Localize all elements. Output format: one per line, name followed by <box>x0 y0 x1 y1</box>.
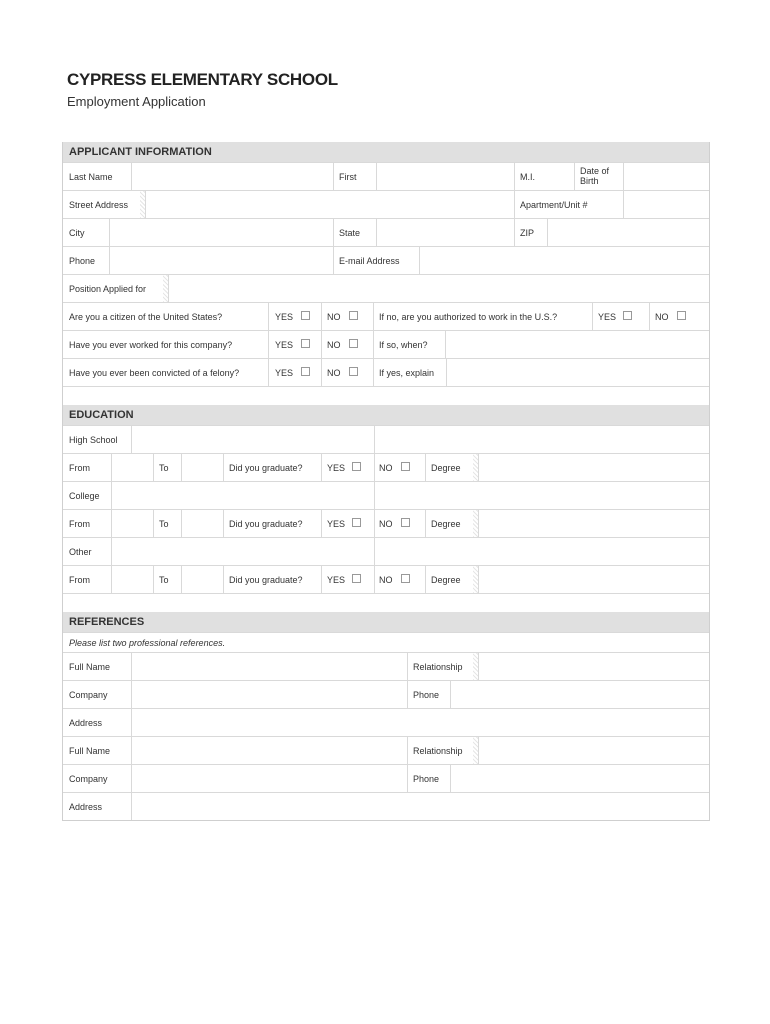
felony-no-label: NO <box>327 368 341 378</box>
last-name-label: Last Name <box>69 172 113 182</box>
mi-label: M.I. <box>520 172 535 182</box>
to-label: To <box>159 463 169 473</box>
row-college-dates <box>63 509 709 537</box>
authorized-yes-checkbox[interactable] <box>623 311 632 320</box>
worked-no-checkbox[interactable] <box>349 339 358 348</box>
explain-field[interactable] <box>447 359 708 386</box>
phone-label: Phone <box>413 690 440 700</box>
felony-yes-label: YES <box>275 368 294 378</box>
row-phone <box>63 246 709 274</box>
other-to-field[interactable] <box>182 566 222 593</box>
other-yes-checkbox[interactable] <box>352 574 361 583</box>
authorized-yes-label: YES <box>598 312 617 322</box>
authorized-question: If no, are you authorized to work in the U.S.? <box>379 312 558 322</box>
college-yes-label: YES <box>327 519 346 529</box>
full-name-label: Full Name <box>69 662 111 672</box>
mi-field[interactable] <box>532 163 572 190</box>
first-name-field[interactable] <box>377 163 513 190</box>
application-form <box>62 142 710 821</box>
company-label: Company <box>69 690 108 700</box>
citizen-no-label: NO <box>327 312 341 322</box>
high-school-field[interactable] <box>132 426 373 453</box>
degree-label: Degree <box>431 575 461 585</box>
worked-yes-checkbox[interactable] <box>301 339 310 348</box>
section-title: APPLICANT INFORMATION <box>69 146 212 158</box>
hs-yes-label: YES <box>327 463 346 473</box>
worked-question: Have you ever worked for this company? <box>69 340 233 350</box>
row-ref1-name <box>63 652 709 680</box>
page-subtitle: Employment Application <box>67 94 206 109</box>
to-label: To <box>159 519 169 529</box>
ref2-phone-field[interactable] <box>451 765 708 792</box>
phone-field[interactable] <box>110 247 332 274</box>
when-label: If so, when? <box>379 340 428 350</box>
ref1-company-field[interactable] <box>132 681 406 708</box>
college-from-field[interactable] <box>112 510 152 537</box>
hs-degree-field[interactable] <box>479 454 708 481</box>
college-label: College <box>69 491 100 501</box>
row-felony <box>63 358 709 386</box>
college-field[interactable] <box>112 482 373 509</box>
authorized-no-label: NO <box>655 312 669 322</box>
dob-label: Date of Birth <box>580 166 610 186</box>
felony-question: Have you ever been convicted of a felony? <box>69 368 240 378</box>
other-from-field[interactable] <box>112 566 152 593</box>
section-title: EDUCATION <box>69 409 134 421</box>
row-position <box>63 274 709 302</box>
college-degree-field[interactable] <box>479 510 708 537</box>
zip-field[interactable] <box>548 219 708 246</box>
citizen-yes-label: YES <box>275 312 294 322</box>
page-title: CYPRESS ELEMENTARY SCHOOL <box>67 70 338 89</box>
college-to-field[interactable] <box>182 510 222 537</box>
city-label: City <box>69 228 85 238</box>
position-label: Position Applied for <box>69 284 147 294</box>
section-header-applicant <box>63 142 709 162</box>
last-name-field[interactable] <box>132 163 332 190</box>
ref2-relationship-field[interactable] <box>479 737 708 764</box>
row-ref1-company <box>63 680 709 708</box>
row-ref2-name <box>63 736 709 764</box>
ref1-address-field[interactable] <box>132 709 708 736</box>
address-label: Address <box>69 718 103 728</box>
ref2-name-field[interactable] <box>132 737 406 764</box>
from-label: From <box>69 575 90 585</box>
section-title: REFERENCES <box>69 616 145 628</box>
full-name-label: Full Name <box>69 746 111 756</box>
graduate-question: Did you graduate? <box>229 575 303 585</box>
felony-no-checkbox[interactable] <box>349 367 358 376</box>
ref1-relationship-field[interactable] <box>479 653 708 680</box>
from-label: From <box>69 519 90 529</box>
row-high-school <box>63 425 709 453</box>
row-street <box>63 190 709 218</box>
row-hs-dates <box>63 453 709 481</box>
high-school-label: High School <box>69 435 118 445</box>
row-citizen <box>63 302 709 330</box>
email-label: E-mail Address <box>339 256 400 266</box>
hs-no-label: NO <box>379 463 393 473</box>
other-field[interactable] <box>112 538 373 565</box>
row-college <box>63 481 709 509</box>
when-field[interactable] <box>446 331 708 358</box>
citizen-question: Are you a citizen of the United States? <box>69 312 223 322</box>
hs-to-field[interactable] <box>182 454 222 481</box>
row-other <box>63 537 709 565</box>
state-field[interactable] <box>377 219 513 246</box>
dob-field[interactable] <box>624 163 708 190</box>
row-name <box>63 162 709 190</box>
row-spacer <box>63 593 709 612</box>
to-label: To <box>159 575 169 585</box>
section-header-references <box>63 612 709 632</box>
graduate-question: Did you graduate? <box>229 463 303 473</box>
citizen-no-checkbox[interactable] <box>349 311 358 320</box>
row-spacer <box>63 386 709 405</box>
citizen-yes-checkbox[interactable] <box>301 311 310 320</box>
hs-yes-checkbox[interactable] <box>352 462 361 471</box>
other-no-label: NO <box>379 575 393 585</box>
state-label: State <box>339 228 361 238</box>
city-field[interactable] <box>110 219 332 246</box>
other-label: Other <box>69 547 92 557</box>
hs-from-field[interactable] <box>112 454 152 481</box>
section-header-education <box>63 405 709 425</box>
first-name-label: First <box>339 172 357 182</box>
street-label: Street Address <box>69 200 129 210</box>
worked-yes-label: YES <box>275 340 294 350</box>
row-ref-note <box>63 632 709 652</box>
row-ref2-address <box>63 792 709 820</box>
graduate-question: Did you graduate? <box>229 519 303 529</box>
worked-no-label: NO <box>327 340 341 350</box>
felony-yes-checkbox[interactable] <box>301 367 310 376</box>
references-note: Please list two professional references. <box>69 638 226 648</box>
college-no-checkbox[interactable] <box>401 518 410 527</box>
phone-label: Phone <box>413 774 440 784</box>
address-label: Address <box>69 802 103 812</box>
other-yes-label: YES <box>327 575 346 585</box>
phone-label: Phone <box>69 256 96 266</box>
other-degree-field[interactable] <box>479 566 708 593</box>
ref2-company-field[interactable] <box>132 765 406 792</box>
street-field[interactable] <box>146 191 513 218</box>
position-field[interactable] <box>169 275 708 302</box>
zip-label: ZIP <box>520 228 535 238</box>
ref2-address-field[interactable] <box>132 793 708 820</box>
authorized-no-checkbox[interactable] <box>677 311 686 320</box>
apt-label: Apartment/Unit # <box>520 200 588 210</box>
explain-label: If yes, explain <box>379 368 435 378</box>
relationship-label: Relationship <box>413 746 463 756</box>
ref1-phone-field[interactable] <box>451 681 708 708</box>
degree-label: Degree <box>431 519 461 529</box>
email-field[interactable] <box>420 247 708 274</box>
ref1-name-field[interactable] <box>132 653 406 680</box>
company-label: Company <box>69 774 108 784</box>
row-ref2-company <box>63 764 709 792</box>
row-city <box>63 218 709 246</box>
college-yes-checkbox[interactable] <box>352 518 361 527</box>
row-worked <box>63 330 709 358</box>
row-ref1-address <box>63 708 709 736</box>
apt-field[interactable] <box>624 191 708 218</box>
from-label: From <box>69 463 90 473</box>
relationship-label: Relationship <box>413 662 463 672</box>
college-no-label: NO <box>379 519 393 529</box>
other-no-checkbox[interactable] <box>401 574 410 583</box>
degree-label: Degree <box>431 463 461 473</box>
hs-no-checkbox[interactable] <box>401 462 410 471</box>
row-other-dates <box>63 565 709 593</box>
